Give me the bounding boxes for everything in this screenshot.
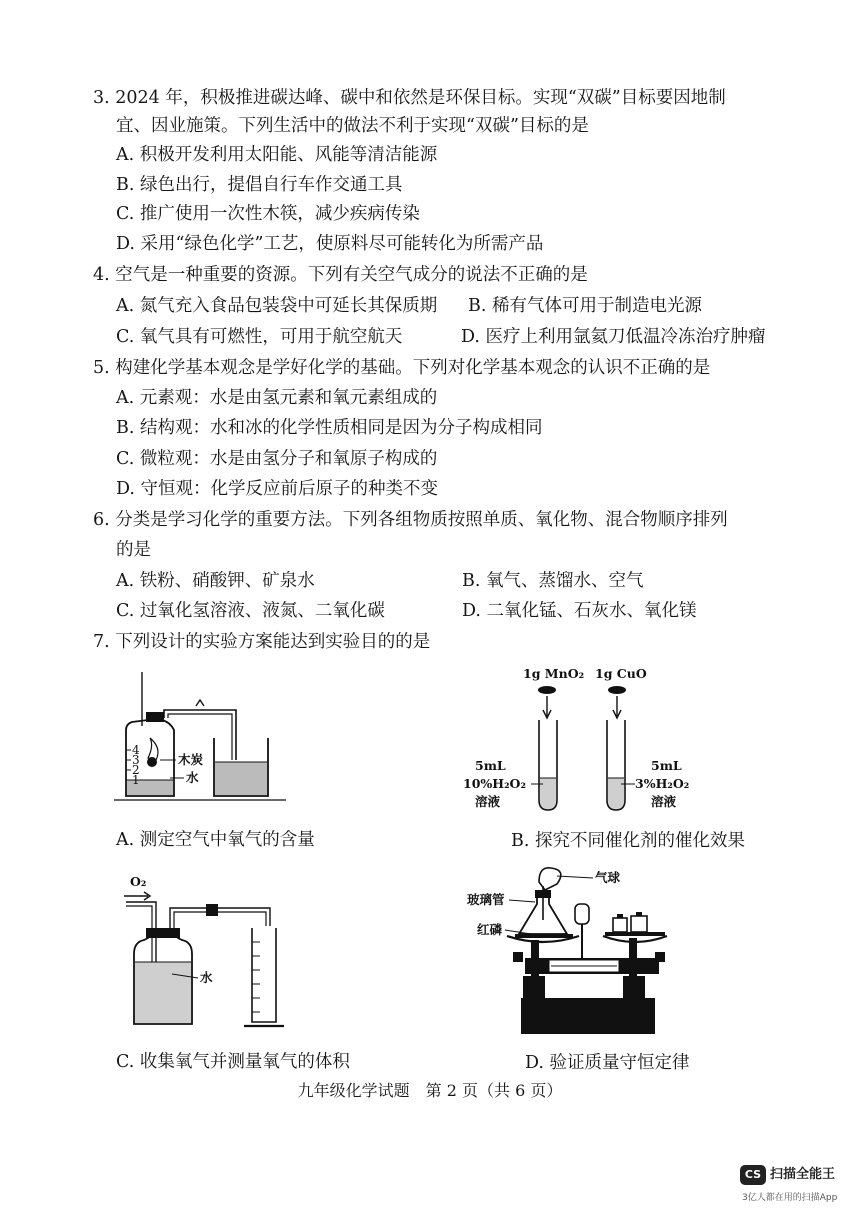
q4-option-c: C. 氧气具有可燃性，可用于航空航天 xyxy=(116,327,403,347)
q6-stem-line2: 的是 xyxy=(116,540,151,560)
scanner-tagline: 3亿人都在用的扫描App xyxy=(742,1193,838,1203)
label-left-volume: 5mL xyxy=(475,758,506,773)
q6-option-b: B. 氧气、蒸馏水、空气 xyxy=(462,571,644,591)
figure-d-mass-conservation-balance xyxy=(455,858,680,1038)
label-mno2: 1g MnO₂ xyxy=(523,666,585,681)
figure-b-catalyst-comparison xyxy=(455,660,705,820)
label-o2: O₂ xyxy=(130,874,147,889)
label-right-concentration: 3%H₂O₂ xyxy=(635,776,690,791)
scanner-app-name: 扫描全能王 xyxy=(770,1167,836,1182)
q5-stem: 5. 构建化学基本观念是学好化学的基础。下列对化学基本观念的认识不正确的是 xyxy=(93,358,711,378)
figure-c-oxygen-collection xyxy=(120,866,300,1036)
label-charcoal: 木炭 xyxy=(178,752,204,767)
page-footer: 九年级化学试题 第 2 页（共 6 页） xyxy=(297,1081,563,1100)
figure-d-caption: D. 验证质量守恒定律 xyxy=(525,1053,690,1073)
label-left-solution: 溶液 xyxy=(475,794,501,809)
q4-stem: 4. 空气是一种重要的资源。下列有关空气成分的说法不正确的是 xyxy=(93,265,588,285)
q7-stem: 7. 下列设计的实验方案能达到实验目的的是 xyxy=(93,632,431,652)
figure-a-oxygen-content-apparatus xyxy=(110,668,290,818)
figure-a-caption: A. 测定空气中氧气的含量 xyxy=(116,830,315,850)
q3-option-b: B. 绿色出行，提倡自行车作交通工具 xyxy=(116,175,403,195)
label-left-concentration: 10%H₂O₂ xyxy=(463,776,526,791)
q3-option-c: C. 推广使用一次性木筷，减少疾病传染 xyxy=(116,204,420,224)
q6-option-d: D. 二氧化锰、石灰水、氧化镁 xyxy=(462,601,697,621)
scale-mark-4: 4 xyxy=(132,743,140,757)
figure-c-caption: C. 收集氧气并测量氧气的体积 xyxy=(116,1052,350,1072)
q4-option-d: D. 医疗上利用氩氦刀低温冷冻治疗肿瘤 xyxy=(461,327,766,347)
q6-option-c: C. 过氧化氢溶液、液氮、二氧化碳 xyxy=(116,601,385,621)
label-balloon: 气球 xyxy=(595,870,621,885)
figure-b-caption: B. 探究不同催化剂的催化效果 xyxy=(511,831,745,851)
label-right-volume: 5mL xyxy=(651,758,682,773)
q5-option-c: C. 微粒观：水是由氢分子和氧原子构成的 xyxy=(116,449,438,469)
label-water-c: 水 xyxy=(200,970,213,985)
q3-option-d: D. 采用“绿色化学”工艺，使原料尽可能转化为所需产品 xyxy=(116,234,544,254)
q3-stem-line1: 3. 2024 年，积极推进碳达峰、碳中和依然是环保目标。实现“双碳”目标要因地制 xyxy=(93,88,726,108)
scale-mark-1: 1 xyxy=(132,773,140,787)
q6-option-a: A. 铁粉、硝酸钾、矿泉水 xyxy=(116,571,315,591)
scale-mark-3: 3 xyxy=(132,753,140,767)
label-red-phosphorus: 红磷 xyxy=(477,922,503,937)
label-water-a: 水 xyxy=(186,770,199,785)
q3-stem-line2: 宜、因业施策。下列生活中的做法不利于实现“双碳”目标的是 xyxy=(116,116,589,136)
scanner-logo: CS xyxy=(740,1165,766,1185)
q5-option-b: B. 结构观：水和冰的化学性质相同是因为分子构成相同 xyxy=(116,418,543,438)
q6-stem-line1: 6. 分类是学习化学的重要方法。下列各组物质按照单质、氧化物、混合物顺序排列 xyxy=(93,510,728,530)
q5-option-d: D. 守恒观：化学反应前后原子的种类不变 xyxy=(116,479,439,499)
label-cuo: 1g CuO xyxy=(595,666,647,681)
label-glass-tube: 玻璃管 xyxy=(467,892,505,907)
q5-option-a: A. 元素观：水是由氢元素和氧元素组成的 xyxy=(116,388,438,408)
q4-option-b: B. 稀有气体可用于制造电光源 xyxy=(468,296,702,316)
q4-option-a: A. 氮气充入食品包装袋中可延长其保质期 xyxy=(116,296,438,316)
scale-mark-2: 2 xyxy=(132,763,140,777)
label-right-solution: 溶液 xyxy=(651,794,677,809)
q3-option-a: A. 积极开发利用太阳能、风能等清洁能源 xyxy=(116,145,438,165)
